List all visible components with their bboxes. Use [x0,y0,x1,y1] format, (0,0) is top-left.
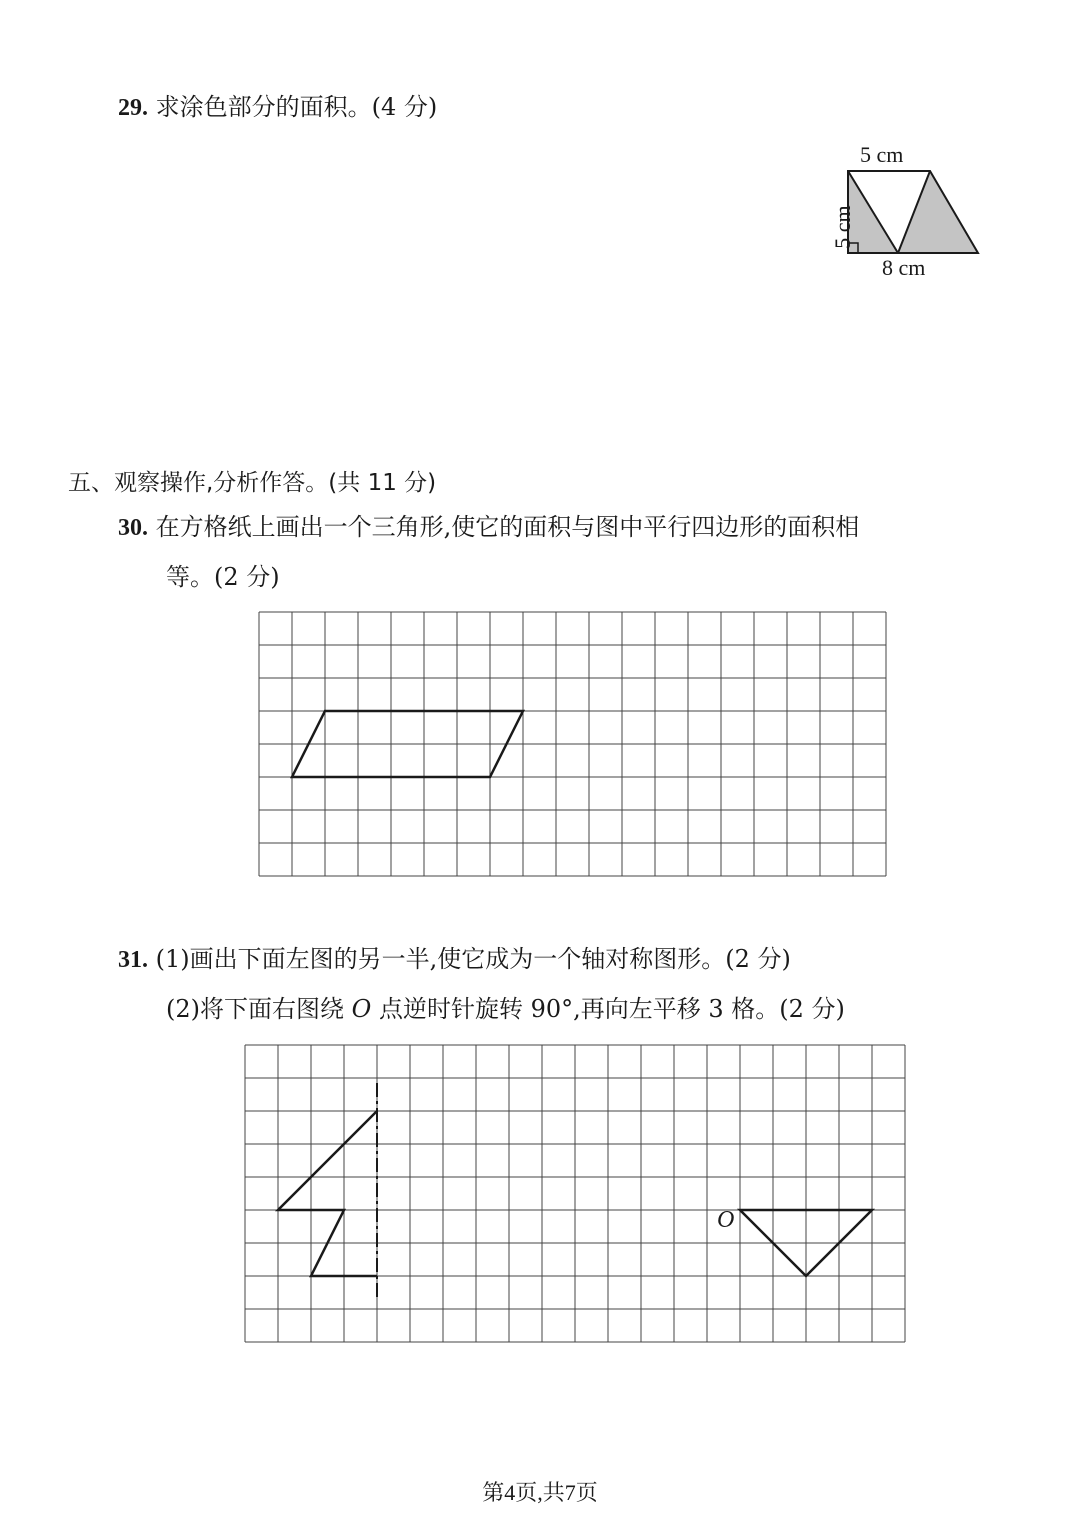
q29-left-label: 5 cm [830,205,855,249]
q31-part2-pre: (2)将下面右图绕 [166,995,352,1023]
q29-top-label: 5 cm [860,142,904,167]
q31-part1: (1)画出下面左图的另一半,使它成为一个轴对称图形。(2 分) [155,945,791,973]
q29-bottom-label: 8 cm [882,255,926,280]
q30-text-line1: 在方格纸上画出一个三角形,使它的面积与图中平行四边形的面积相 [155,513,860,541]
q31-part2-post: 点逆时针旋转 90°,再向左平移 3 格。(2 分) [371,995,845,1023]
q29-number: 29. [118,95,148,121]
q31-number: 31. [118,947,148,973]
page-number-footer: 第4页,共7页 [482,1480,598,1505]
q31-point-o-label: O [717,1207,735,1233]
q29-text: 求涂色部分的面积。(4 分) [155,93,438,121]
q30-number: 30. [118,515,148,541]
section-five-title: 五、观察操作,分析作答。(共 11 分) [68,470,437,496]
q30-text-line2: 等。(2 分) [166,563,280,591]
q31-part2-o: O [351,995,372,1023]
q31-left-half-figure [278,1111,377,1276]
